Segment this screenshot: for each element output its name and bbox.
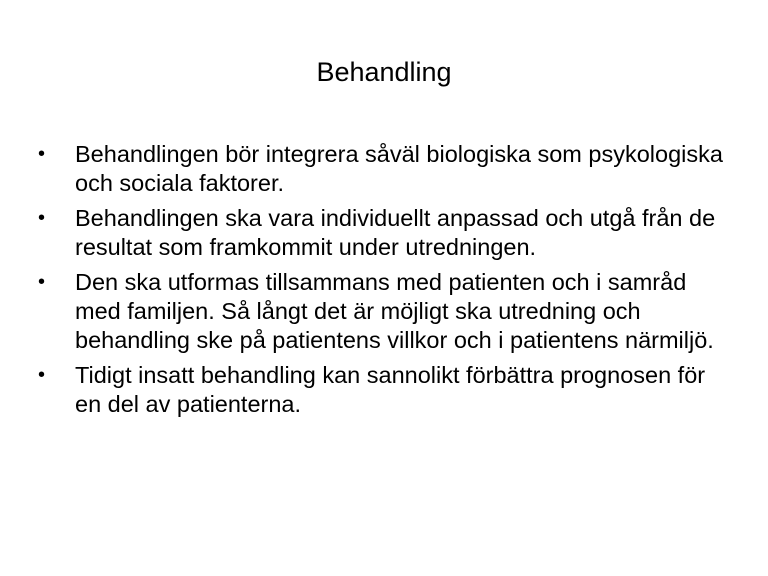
bullet-icon: •	[38, 271, 46, 293]
bullet-text: Den ska utformas tillsammans med patienten och i samråd med familjen. Så långt det är möjligt ska utredning och behandling ske på patientens villkor och i patientens närmiljö.	[75, 269, 714, 353]
bullet-item	[38, 361, 728, 419]
bullet-text: Behandlingen ska vara individuellt anpassad och utgå från de resultat som framkommit under utredningen.	[75, 205, 716, 260]
bullet-text: Tidigt insatt behandling kan sannolikt förbättra prognosen för en del av patienterna.	[75, 362, 706, 417]
bullet-item	[38, 140, 728, 198]
bullet-icon: •	[38, 143, 46, 165]
bullet-item	[38, 204, 728, 262]
slide-title: Behandling	[316, 57, 452, 87]
bullet-icon: •	[38, 364, 46, 386]
bullet-text: Behandlingen bör integrera såväl biologiska som psykologiska och sociala faktorer.	[75, 141, 723, 196]
bullet-icon: •	[38, 207, 46, 229]
bullet-list	[38, 140, 728, 425]
bullet-item	[38, 268, 728, 355]
